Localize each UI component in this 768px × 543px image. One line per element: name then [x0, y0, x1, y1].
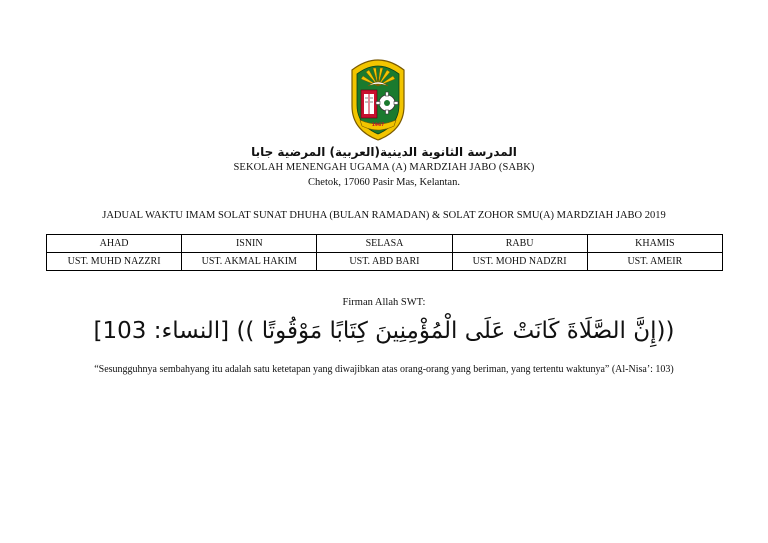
imam-cell: UST. ABD BARI — [317, 253, 452, 271]
table-header-row — [47, 235, 723, 253]
imam-cell: UST. MUHD NAZZRI — [47, 253, 182, 271]
imam-cell: UST. AKMAL HAKIM — [182, 253, 317, 271]
day-cell: RABU — [452, 235, 587, 253]
day-cell: AHAD — [47, 235, 182, 253]
day-cell: KHAMIS — [587, 235, 722, 253]
quran-verse-arabic: ((إِنَّ الصَّلَاةَ كَانَتْ عَلَى الْمُؤْمِنِينَ كِتَابًا مَوْقُوتًا )) [النساء: 103] — [93, 318, 675, 344]
quote-intro: Firman Allah SWT: — [342, 297, 426, 308]
imam-cell: UST. MOHD NADZRI — [452, 253, 587, 271]
school-crest-icon — [346, 48, 410, 144]
verse-translation: “Sesungguhnya sembahyang itu adalah satu ketetapan yang diwajibkan atas orang-orang yang beriman, yang tertentu waktunya” (Al-Nisa’: 103) — [94, 364, 674, 375]
imam-cell: UST. AMEIR — [587, 253, 722, 271]
day-cell: ISNIN — [182, 235, 317, 253]
day-cell: SELASA — [317, 235, 452, 253]
table-row — [47, 253, 723, 271]
imam-roster-table — [46, 234, 723, 271]
school-address: Chetok, 17060 Pasir Mas, Kelantan. — [308, 177, 460, 188]
school-name: SEKOLAH MENENGAH UGAMA (A) MARDZIAH JABO (SABK) — [233, 162, 535, 173]
school-arabic-name: المدرسة الثانوية الدينية(العربية) المرضية جابا — [251, 145, 517, 159]
crest-year-text: 1967 — [371, 123, 385, 128]
document-title: JADUAL WAKTU IMAM SOLAT SUNAT DHUHA (BULAN RAMADAN) & SOLAT ZOHOR SMU(A) MARDZIAH JABO 2019 — [102, 210, 666, 221]
school-crest-logo — [346, 48, 410, 144]
